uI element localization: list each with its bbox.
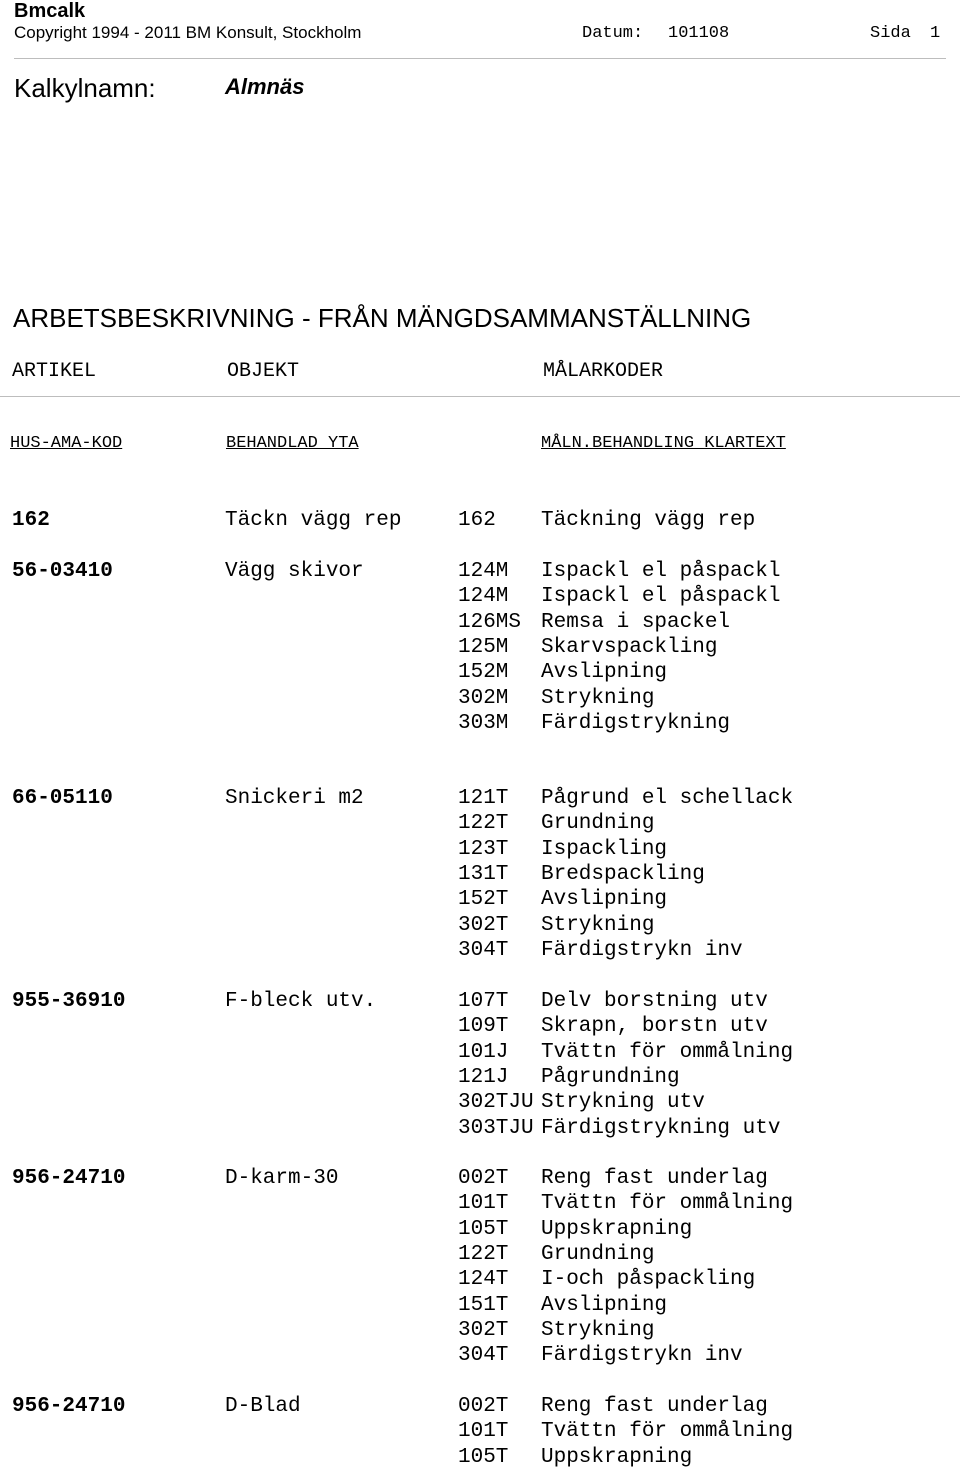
treatment-text: Tvättn för ommålning bbox=[541, 1040, 794, 1064]
table-row bbox=[0, 1293, 960, 1318]
table-row bbox=[0, 686, 960, 711]
column-header-malarkoder: MÅLARKODER bbox=[543, 360, 664, 383]
treatment-code: 151T bbox=[458, 1293, 509, 1317]
treatment-code: 121T bbox=[458, 787, 509, 810]
treatment-text: Färdigstrykning bbox=[541, 711, 731, 735]
app-name: Bmcalk bbox=[14, 0, 86, 22]
table-row bbox=[0, 559, 960, 584]
table-row bbox=[0, 660, 960, 685]
treatment-code: 302TJU bbox=[458, 1091, 534, 1115]
calc-name-label: Kalkylnamn: bbox=[14, 73, 156, 103]
treatment-code: 123T bbox=[458, 837, 509, 861]
treatment-code: 303TJU bbox=[458, 1116, 534, 1140]
article-code: 956-24710 bbox=[12, 1167, 126, 1190]
treatment-text: Ispackl el påspackl bbox=[541, 560, 781, 583]
table-row bbox=[0, 1445, 960, 1470]
treatment-code: 302T bbox=[458, 1318, 509, 1342]
object-name: D-karm-30 bbox=[225, 1167, 339, 1190]
treatment-code: 101J bbox=[458, 1040, 509, 1064]
table-row bbox=[0, 887, 960, 912]
treatment-text: Delv borstning utv bbox=[541, 990, 768, 1013]
treatment-text: Ispackl el påspackl bbox=[541, 585, 781, 609]
treatment-text: Strykning bbox=[541, 1318, 655, 1342]
treatment-code: 303M bbox=[458, 711, 509, 735]
date-label: Datum: bbox=[582, 24, 644, 43]
date-value: 101108 bbox=[668, 24, 730, 43]
treatment-text: Tvättn för ommålning bbox=[541, 1420, 794, 1444]
table-row bbox=[0, 1343, 960, 1368]
treatment-text: Strykning bbox=[541, 913, 655, 937]
treatment-text: Skrapn, borstn utv bbox=[541, 1015, 768, 1039]
table-row bbox=[0, 837, 960, 862]
table-row bbox=[0, 584, 960, 609]
treatment-code: 152M bbox=[458, 661, 509, 685]
treatment-code: 125M bbox=[458, 635, 509, 659]
treatment-text: Färdigstrykn inv bbox=[541, 1344, 743, 1368]
treatment-code: 162 bbox=[458, 509, 496, 532]
table-row bbox=[0, 635, 960, 660]
treatment-text: Färdigstrykn inv bbox=[541, 938, 743, 962]
treatment-code: 122T bbox=[458, 1242, 509, 1266]
treatment-text: Reng fast underlag bbox=[541, 1395, 768, 1418]
calc-name-value: Almnäs bbox=[225, 74, 305, 99]
treatment-text: Bredspackling bbox=[541, 862, 705, 886]
treatment-text: Strykning utv bbox=[541, 1091, 705, 1115]
treatment-text: Uppskrapning bbox=[541, 1445, 693, 1469]
column-header-artikel: ARTIKEL bbox=[12, 360, 97, 383]
article-code: 956-24710 bbox=[12, 1395, 126, 1418]
article-code: 56-03410 bbox=[12, 560, 113, 583]
page-label: Sida bbox=[870, 24, 911, 43]
treatment-code: 002T bbox=[458, 1167, 509, 1190]
treatment-text: Remsa i spackel bbox=[541, 610, 731, 634]
column-header-objekt: OBJEKT bbox=[227, 360, 300, 383]
treatment-code: 304T bbox=[458, 1344, 509, 1368]
treatment-text: Pågrundning bbox=[541, 1065, 680, 1089]
table-row bbox=[0, 1040, 960, 1065]
treatment-text: Pågrund el schellack bbox=[541, 787, 794, 810]
table-row bbox=[0, 508, 960, 533]
treatment-text: Uppskrapning bbox=[541, 1217, 693, 1241]
table-row bbox=[0, 938, 960, 963]
column-subheader-hus-ama-kod: HUS-AMA-KOD bbox=[10, 434, 123, 453]
object-name: Täckn vägg rep bbox=[225, 509, 402, 532]
article-code: 162 bbox=[12, 509, 50, 532]
page-number: 1 bbox=[930, 24, 941, 43]
table-row bbox=[0, 913, 960, 938]
treatment-text: Strykning bbox=[541, 686, 655, 710]
table-row bbox=[0, 1318, 960, 1343]
page-title: ARBETSBESKRIVNING - FRÅN MÄNGDSAMMANSTÄLLNING bbox=[13, 303, 752, 333]
treatment-code: 302T bbox=[458, 913, 509, 937]
article-code: 955-36910 bbox=[12, 990, 126, 1013]
treatment-text: Avslipning bbox=[541, 888, 668, 912]
table-row bbox=[0, 1090, 960, 1115]
object-name: D-Blad bbox=[225, 1395, 301, 1418]
column-subheader-behandling-klartext: MÅLN.BEHANDLING KLARTEXT bbox=[541, 434, 786, 453]
column-subheader-behandlad-yta: BEHANDLAD YTA bbox=[226, 434, 359, 453]
treatment-code: 302M bbox=[458, 686, 509, 710]
table-row bbox=[0, 1014, 960, 1039]
treatment-code: 101T bbox=[458, 1192, 509, 1216]
header-divider bbox=[14, 58, 946, 59]
table-row bbox=[0, 1419, 960, 1444]
treatment-code: 107T bbox=[458, 990, 509, 1013]
treatment-code: 101T bbox=[458, 1420, 509, 1444]
treatment-text: Reng fast underlag bbox=[541, 1167, 768, 1190]
treatment-text: Ispackling bbox=[541, 837, 668, 861]
table-row bbox=[0, 989, 960, 1014]
treatment-code: 109T bbox=[458, 1015, 509, 1039]
treatment-code: 124T bbox=[458, 1268, 509, 1292]
treatment-code: 126MS bbox=[458, 610, 522, 634]
treatment-code: 304T bbox=[458, 938, 509, 962]
treatment-code: 121J bbox=[458, 1065, 509, 1089]
treatment-text: Avslipning bbox=[541, 1293, 668, 1317]
table-row bbox=[0, 786, 960, 811]
table-row bbox=[0, 1166, 960, 1191]
treatment-text: Skarvspackling bbox=[541, 635, 718, 659]
treatment-code: 152T bbox=[458, 888, 509, 912]
table-row bbox=[0, 1191, 960, 1216]
treatment-code: 122T bbox=[458, 812, 509, 836]
table-row bbox=[0, 1065, 960, 1090]
treatment-code: 105T bbox=[458, 1217, 509, 1241]
treatment-code: 105T bbox=[458, 1445, 509, 1469]
object-name: Snickeri m2 bbox=[225, 787, 364, 810]
treatment-code: 131T bbox=[458, 862, 509, 886]
treatment-code: 002T bbox=[458, 1395, 509, 1418]
treatment-text: Täckning vägg rep bbox=[541, 509, 756, 532]
copyright-text: Copyright 1994 - 2011 BM Konsult, Stockholm bbox=[14, 23, 362, 42]
treatment-text: Färdigstrykning utv bbox=[541, 1116, 781, 1140]
table-row bbox=[0, 711, 960, 736]
table-row bbox=[0, 610, 960, 635]
treatment-text: Grundning bbox=[541, 812, 655, 836]
treatment-text: I-och påspackling bbox=[541, 1268, 756, 1292]
object-name: F-bleck utv. bbox=[225, 990, 377, 1013]
treatment-code: 124M bbox=[458, 585, 509, 609]
table-row bbox=[0, 1116, 960, 1141]
table-row bbox=[0, 862, 960, 887]
treatment-text: Tvättn för ommålning bbox=[541, 1192, 794, 1216]
table-row bbox=[0, 1217, 960, 1242]
object-name: Vägg skivor bbox=[225, 560, 364, 583]
table-row bbox=[0, 811, 960, 836]
table-row bbox=[0, 1394, 960, 1419]
column-divider bbox=[0, 396, 960, 397]
treatment-text: Grundning bbox=[541, 1242, 655, 1266]
treatment-text: Avslipning bbox=[541, 661, 668, 685]
table-row bbox=[0, 1267, 960, 1292]
table-row bbox=[0, 1242, 960, 1267]
treatment-code: 124M bbox=[458, 560, 509, 583]
article-code: 66-05110 bbox=[12, 787, 113, 810]
